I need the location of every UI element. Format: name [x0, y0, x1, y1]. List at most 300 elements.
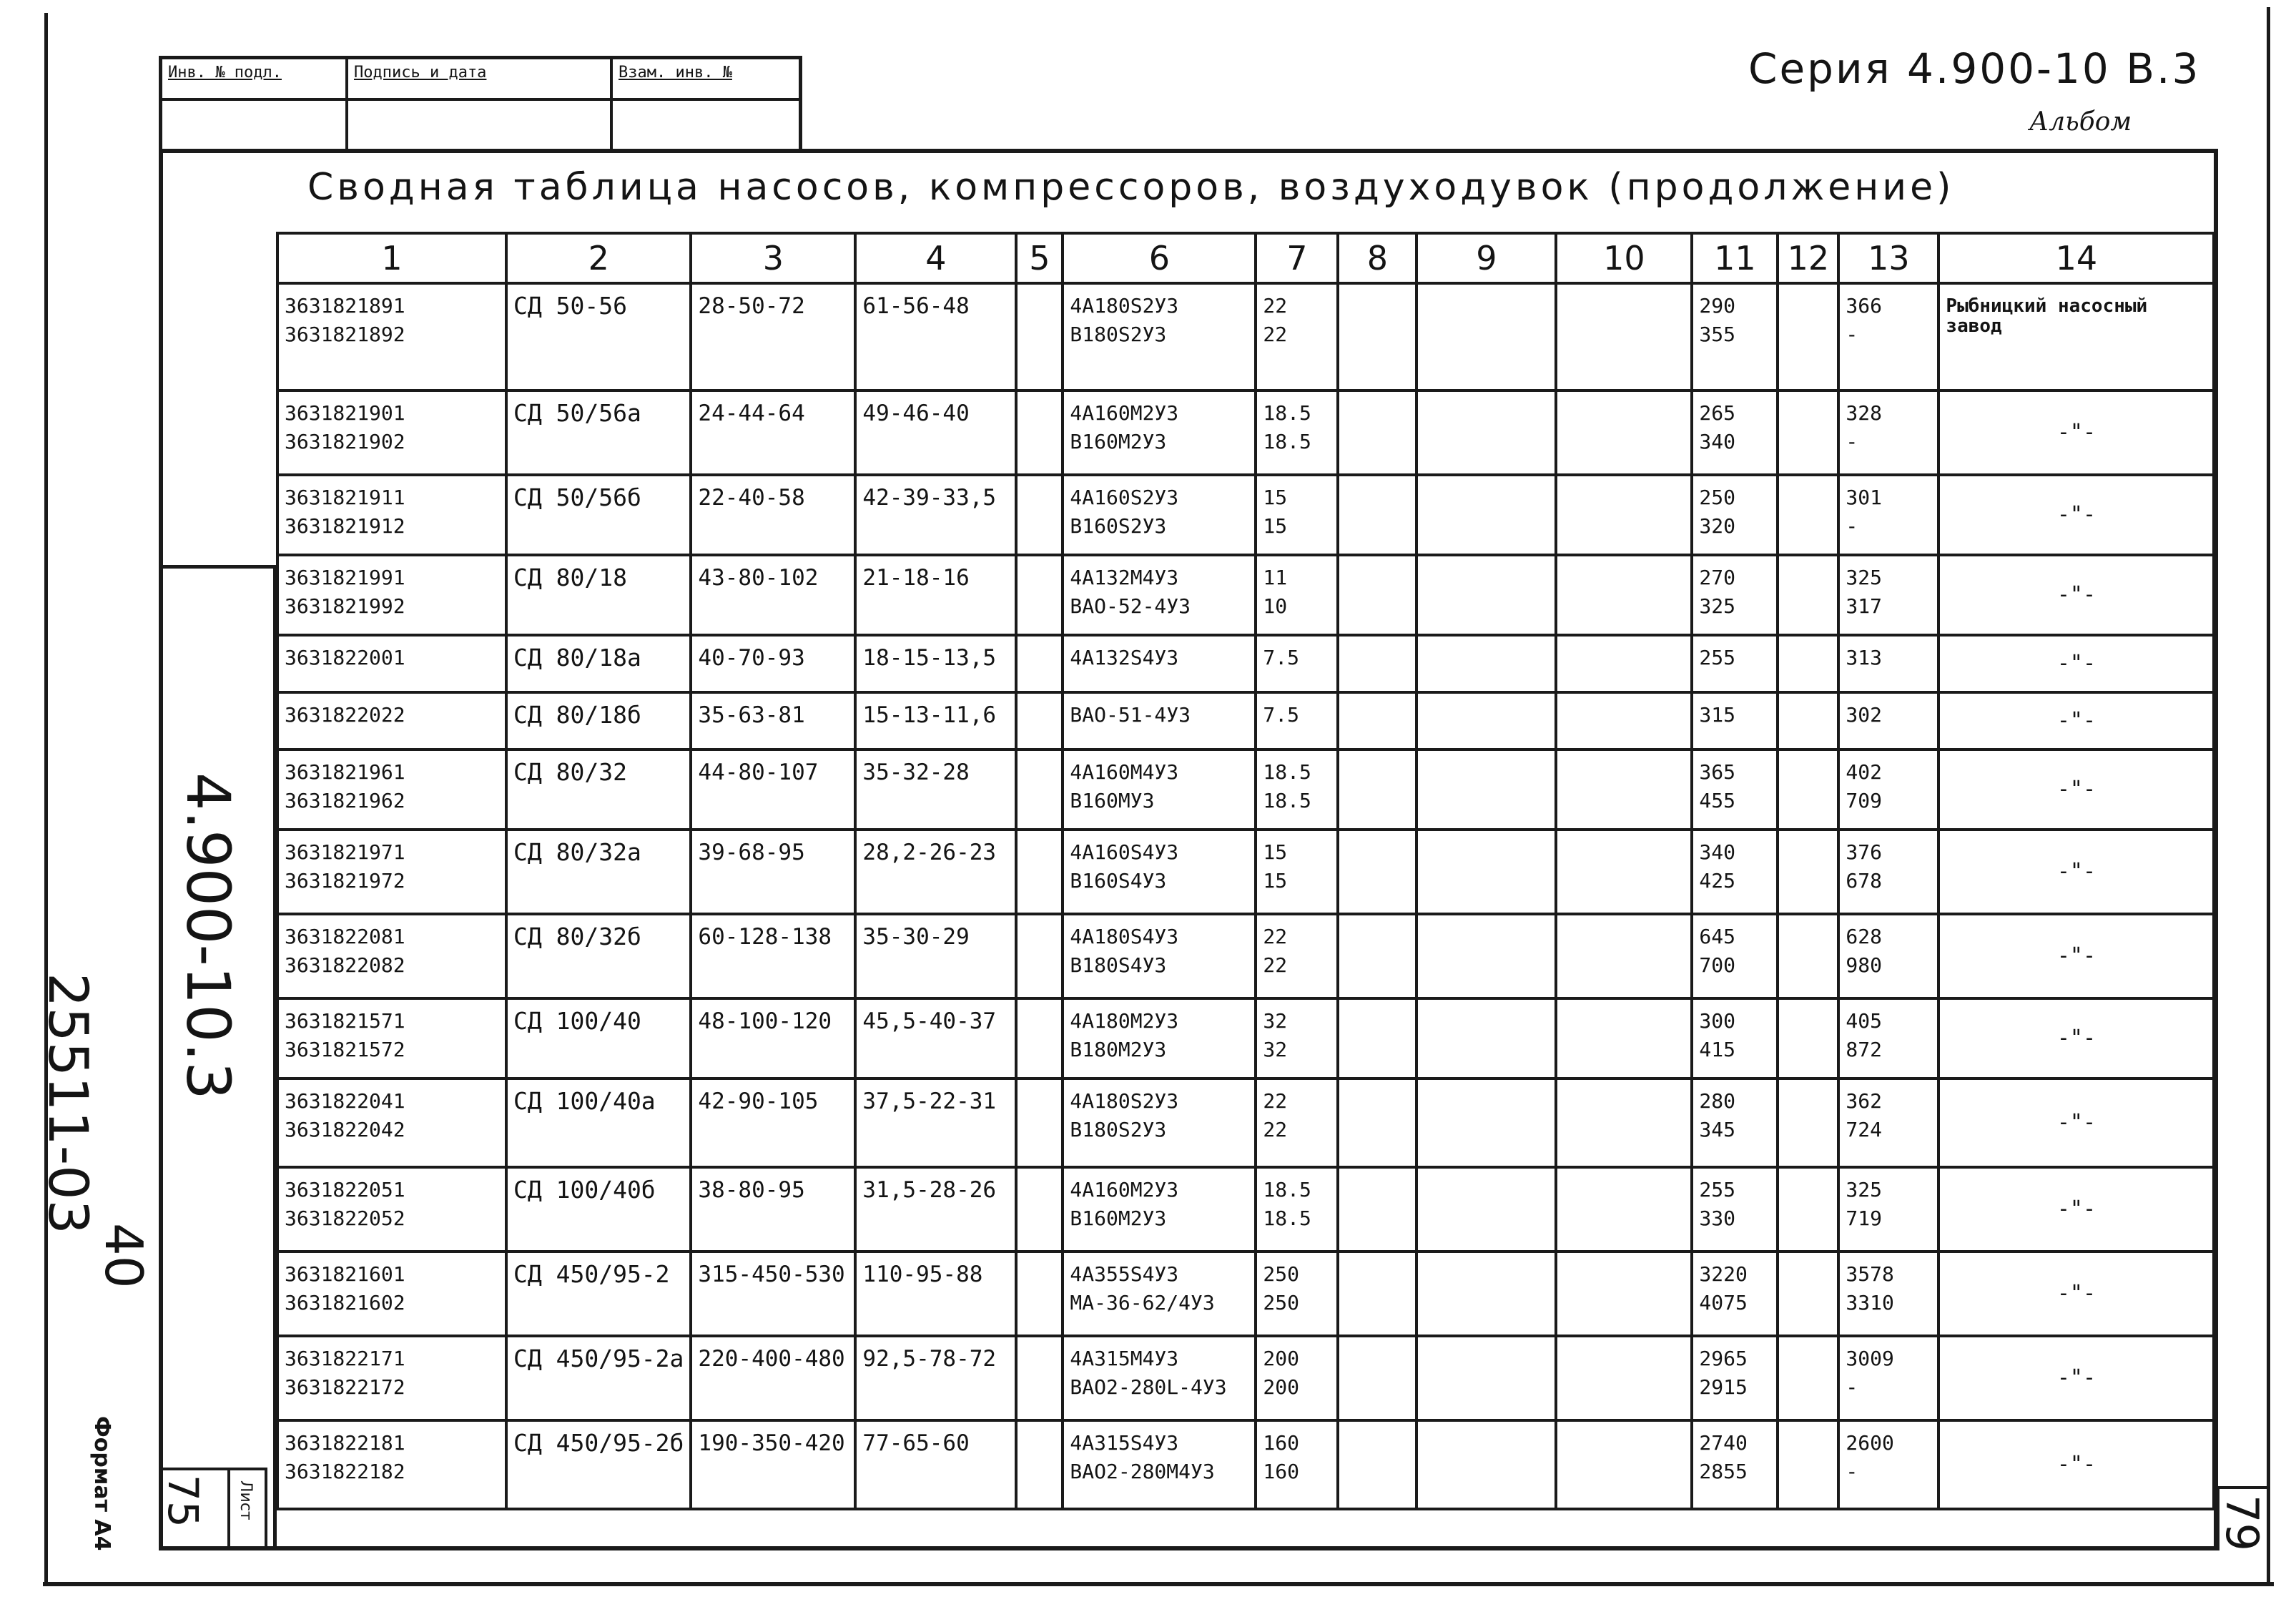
cell-line: 270	[1699, 566, 1735, 589]
table-cell-c11	[1692, 914, 1778, 998]
table-cell-c5	[1016, 830, 1063, 914]
cell-line: 3631821912	[285, 514, 405, 538]
table-cell-c8	[1338, 914, 1416, 998]
cell-line: 18.5	[1263, 760, 1311, 784]
table-cell-c12	[1778, 1420, 1838, 1509]
cell-line: 3631821602	[285, 1291, 405, 1314]
table-cell-c10	[1556, 635, 1692, 692]
table-row	[277, 1078, 2214, 1167]
table-cell-c7	[1256, 914, 1338, 998]
cell-line: 3631821971	[285, 840, 405, 864]
table-cell-c8	[1338, 475, 1416, 555]
table-cell-c10	[1556, 1078, 1692, 1167]
table-cell-c5	[1016, 1252, 1063, 1336]
cell-line: 22	[1263, 925, 1288, 948]
approval-block	[159, 56, 802, 153]
cell-line: 4А315S4У3	[1070, 1431, 1179, 1455]
cell-line: 3631822182	[285, 1460, 405, 1483]
cell-line: -	[1846, 1375, 1858, 1399]
sheet-number: 75	[159, 1475, 207, 1528]
table-cell-c2: СД 80/32	[506, 749, 691, 830]
table-cell-c2: СД 450/95-2б	[506, 1420, 691, 1509]
cell-line: В180М2У3	[1070, 1038, 1167, 1061]
table-cell-c8	[1338, 390, 1416, 475]
table-cell-c10	[1556, 830, 1692, 914]
table-cell-c2: СД 80/18	[506, 555, 691, 635]
table-cell-c2: СД 100/40	[506, 998, 691, 1078]
cell-line: 415	[1699, 1038, 1735, 1061]
table-cell-c10	[1556, 1336, 1692, 1420]
table-cell-c7	[1256, 1336, 1338, 1420]
cell-line: 325	[1846, 1178, 1882, 1201]
table-cell-c9	[1416, 1336, 1556, 1420]
table-cell-c3: 44-80-107	[691, 749, 855, 830]
table-cell-c1	[277, 1252, 506, 1336]
cell-line: 709	[1846, 789, 1882, 812]
table-cell-c9	[1416, 1078, 1556, 1167]
table-cell-c4: 28,2-26-23	[855, 830, 1016, 914]
cell-line: 10	[1263, 594, 1288, 618]
cell-line: 4А160М4У3	[1070, 760, 1179, 784]
table-cell-c12	[1778, 283, 1838, 390]
cell-line: В180S2У3	[1070, 323, 1167, 346]
cell-line: 15	[1263, 486, 1288, 509]
cell-line: 700	[1699, 953, 1735, 977]
table-cell-c5	[1016, 1336, 1063, 1420]
table-row	[277, 830, 2214, 914]
cell-line: 3631821991	[285, 566, 405, 589]
table-row	[277, 635, 2214, 692]
cell-line: 3631822022	[285, 703, 405, 727]
table-cell-c3: 39-68-95	[691, 830, 855, 914]
table-cell-c10	[1556, 555, 1692, 635]
table-cell-c1	[277, 1078, 506, 1167]
side-doc-code: 4.900-10.3	[173, 772, 243, 1100]
table-cell-c11	[1692, 390, 1778, 475]
cell-line: В180S4У3	[1070, 953, 1167, 977]
table-cell-c14: -"-	[1938, 749, 2214, 830]
cell-line: 22	[1263, 323, 1288, 346]
cell-line: 3631821962	[285, 789, 405, 812]
column-header: 2	[506, 233, 691, 283]
cell-line: 3631822172	[285, 1375, 405, 1399]
frame-right-line	[2267, 7, 2270, 1585]
table-cell-c6	[1063, 914, 1256, 998]
column-header: 7	[1256, 233, 1338, 283]
column-header: 11	[1692, 233, 1778, 283]
table-cell-c14: -"-	[1938, 998, 2214, 1078]
cell-line: В160М2У3	[1070, 1206, 1167, 1230]
table-cell-c5	[1016, 998, 1063, 1078]
table-cell-c14: Рыбницкий насосный завод	[1938, 283, 2214, 390]
cell-line: 18.5	[1263, 401, 1311, 425]
cell-line: 4А355S4У3	[1070, 1262, 1179, 1286]
table-cell-c9	[1416, 1252, 1556, 1336]
cell-line: 265	[1699, 401, 1735, 425]
cell-line: 2600	[1846, 1431, 1894, 1455]
table-cell-c4: 31,5-28-26	[855, 1167, 1016, 1252]
cell-line: 3631821892	[285, 323, 405, 346]
cell-line: 300	[1699, 1009, 1735, 1033]
table-cell-c7	[1256, 830, 1338, 914]
table-cell-c1	[277, 998, 506, 1078]
table-cell-c12	[1778, 692, 1838, 749]
table-cell-c10	[1556, 283, 1692, 390]
cell-line: 4А180S2У3	[1070, 1089, 1179, 1113]
table-cell-c1	[277, 1420, 506, 1509]
cell-line: 3631821961	[285, 760, 405, 784]
table-row	[277, 283, 2214, 390]
cell-line: 4А180S4У3	[1070, 925, 1179, 948]
table-cell-c12	[1778, 475, 1838, 555]
cell-line: 3631822001	[285, 646, 405, 669]
table-cell-c13	[1838, 283, 1938, 390]
table-cell-c13	[1838, 1078, 1938, 1167]
table-cell-c3: 60-128-138	[691, 914, 855, 998]
table-cell-c14: -"-	[1938, 1336, 2214, 1420]
table-cell-c5	[1016, 1420, 1063, 1509]
cell-line: 340	[1699, 840, 1735, 864]
cell-line: 872	[1846, 1038, 1882, 1061]
table-row	[277, 390, 2214, 475]
cell-line: 250	[1263, 1291, 1299, 1314]
cell-line: 425	[1699, 869, 1735, 893]
cell-line: 4А315М4У3	[1070, 1347, 1179, 1370]
table-cell-c9	[1416, 475, 1556, 555]
table-cell-c2: СД 450/95-2	[506, 1252, 691, 1336]
album-label: Альбом	[2029, 107, 2132, 137]
series-label: Серия 4.900-10 В.3	[1748, 44, 2201, 93]
table-cell-c13	[1838, 830, 1938, 914]
table-cell-c2: СД 80/32б	[506, 914, 691, 998]
table-cell-c10	[1556, 1252, 1692, 1336]
table-cell-c14: -"-	[1938, 1252, 2214, 1336]
table-cell-c5	[1016, 1167, 1063, 1252]
table-cell-c9	[1416, 1167, 1556, 1252]
table-cell-c11	[1692, 283, 1778, 390]
cell-line: 15	[1263, 869, 1288, 893]
cell-line: 365	[1699, 760, 1735, 784]
table-cell-c6	[1063, 749, 1256, 830]
cell-line: 2740	[1699, 1431, 1748, 1455]
table-cell-c1	[277, 914, 506, 998]
table-cell-c11	[1692, 749, 1778, 830]
table-row	[277, 555, 2214, 635]
table-cell-c2: СД 450/95-2а	[506, 1336, 691, 1420]
table-cell-c5	[1016, 390, 1063, 475]
cell-line: 3578	[1846, 1262, 1894, 1286]
cell-line: 3631821571	[285, 1009, 405, 1033]
table-cell-c13	[1838, 1420, 1938, 1509]
table-cell-c6	[1063, 283, 1256, 390]
table-cell-c11	[1692, 830, 1778, 914]
inv-orig-label: Инв. № подл.	[162, 59, 348, 101]
table-cell-c5	[1016, 635, 1063, 692]
table-cell-c2: СД 100/40а	[506, 1078, 691, 1167]
cell-line: 4А132М4У3	[1070, 566, 1179, 589]
table-cell-c1	[277, 390, 506, 475]
table-cell-c8	[1338, 998, 1416, 1078]
cell-line: 15	[1263, 514, 1288, 538]
table-cell-c4: 49-46-40	[855, 390, 1016, 475]
table-cell-c4: 35-32-28	[855, 749, 1016, 830]
table-cell-c4: 21-18-16	[855, 555, 1016, 635]
cell-line: 22	[1263, 294, 1288, 318]
table-cell-c11	[1692, 1167, 1778, 1252]
table-cell-c13	[1838, 475, 1938, 555]
table-cell-c7	[1256, 635, 1338, 692]
cell-line: 4А132S4У3	[1070, 646, 1179, 669]
column-header: 5	[1016, 233, 1063, 283]
table-cell-c11	[1692, 998, 1778, 1078]
cell-line: 255	[1699, 646, 1735, 669]
table-cell-c12	[1778, 390, 1838, 475]
column-header: 9	[1416, 233, 1556, 283]
side-inv-number: 25511-03	[36, 973, 100, 1234]
table-cell-c13	[1838, 390, 1938, 475]
table-cell-c11	[1692, 1336, 1778, 1420]
table-cell-c14: -"-	[1938, 914, 2214, 998]
cell-line: 2965	[1699, 1347, 1748, 1370]
cell-line: В160S2У3	[1070, 514, 1167, 538]
cell-line: 160	[1263, 1431, 1299, 1455]
table-cell-c3: 190-350-420	[691, 1420, 855, 1509]
cell-line: В160М2У3	[1070, 430, 1167, 453]
table-cell-c14: -"-	[1938, 830, 2214, 914]
table-cell-c8	[1338, 635, 1416, 692]
table-cell-c12	[1778, 1336, 1838, 1420]
cell-line: 328	[1846, 401, 1882, 425]
table-cell-c8	[1338, 1078, 1416, 1167]
cell-line: 645	[1699, 925, 1735, 948]
table-row	[277, 475, 2214, 555]
table-cell-c3: 43-80-102	[691, 555, 855, 635]
table-cell-c1	[277, 692, 506, 749]
table-cell-c5	[1016, 283, 1063, 390]
table-cell-c1	[277, 475, 506, 555]
table-cell-c14: -"-	[1938, 1167, 2214, 1252]
cell-line: 3631821901	[285, 401, 405, 425]
table-cell-c10	[1556, 1420, 1692, 1509]
table-cell-c4: 92,5-78-72	[855, 1336, 1016, 1420]
table-cell-c11	[1692, 475, 1778, 555]
table-cell-c12	[1778, 1078, 1838, 1167]
table-cell-c11	[1692, 692, 1778, 749]
cell-line: 255	[1699, 1178, 1735, 1201]
cell-line: 18.5	[1263, 430, 1311, 453]
inv-orig-field	[162, 101, 348, 153]
table-cell-c5	[1016, 692, 1063, 749]
cell-line: 22	[1263, 1118, 1288, 1141]
table-body	[277, 283, 2214, 1509]
table-cell-c6	[1063, 1420, 1256, 1509]
table-cell-c10	[1556, 692, 1692, 749]
table-cell-c14: -"-	[1938, 475, 2214, 555]
table-cell-c5	[1016, 475, 1063, 555]
header-row	[277, 233, 2214, 283]
table-row	[277, 914, 2214, 998]
table-cell-c9	[1416, 635, 1556, 692]
table-cell-c9	[1416, 692, 1556, 749]
table-cell-c8	[1338, 1420, 1416, 1509]
table-cell-c13	[1838, 914, 1938, 998]
table-cell-c12	[1778, 830, 1838, 914]
cell-line: 3631822171	[285, 1347, 405, 1370]
table-cell-c4: 77-65-60	[855, 1420, 1016, 1509]
table-cell-c12	[1778, 1252, 1838, 1336]
table-cell-c6	[1063, 998, 1256, 1078]
cell-line: 32	[1263, 1009, 1288, 1033]
table-cell-c10	[1556, 998, 1692, 1078]
cell-line: 22	[1263, 1089, 1288, 1113]
cell-line: 4А160М2У3	[1070, 401, 1179, 425]
table-cell-c11	[1692, 635, 1778, 692]
table-cell-c1	[277, 749, 506, 830]
table-cell-c1	[277, 830, 506, 914]
table-cell-c6	[1063, 1336, 1256, 1420]
table-cell-c14: -"-	[1938, 692, 2214, 749]
table-cell-c4: 37,5-22-31	[855, 1078, 1016, 1167]
table-cell-c8	[1338, 283, 1416, 390]
cell-line: 15	[1263, 840, 1288, 864]
table-cell-c3: 220-400-480	[691, 1336, 855, 1420]
table-cell-c13	[1838, 749, 1938, 830]
cell-line: 4А160S2У3	[1070, 486, 1179, 509]
inv-subst-field	[613, 101, 799, 153]
table-cell-c13	[1838, 998, 1938, 1078]
table-cell-c3: 38-80-95	[691, 1167, 855, 1252]
table-row	[277, 1420, 2214, 1509]
table-cell-c10	[1556, 475, 1692, 555]
table-cell-c2: СД 50/56а	[506, 390, 691, 475]
table-cell-c13	[1838, 1167, 1938, 1252]
sheet-label: Лист	[237, 1480, 255, 1520]
table-row	[277, 1252, 2214, 1336]
table-cell-c8	[1338, 1167, 1416, 1252]
cell-line: 3631821902	[285, 430, 405, 453]
cell-line: 2855	[1699, 1460, 1748, 1483]
table-row	[277, 749, 2214, 830]
table-cell-c10	[1556, 390, 1692, 475]
cell-line: 4А180М2У3	[1070, 1009, 1179, 1033]
cell-line: -	[1846, 1460, 1858, 1483]
cell-line: ВАО-51-4У3	[1070, 703, 1191, 727]
cell-line: 4А160S4У3	[1070, 840, 1179, 864]
table-cell-c8	[1338, 830, 1416, 914]
table-cell-c6	[1063, 692, 1256, 749]
cell-line: 280	[1699, 1089, 1735, 1113]
cell-line: 345	[1699, 1118, 1735, 1141]
cell-line: 4075	[1699, 1291, 1748, 1314]
column-header: 10	[1556, 233, 1692, 283]
table-cell-c7	[1256, 998, 1338, 1078]
table-cell-c6	[1063, 1167, 1256, 1252]
cell-line: ВАО-52-4У3	[1070, 594, 1191, 618]
table-cell-c7	[1256, 1252, 1338, 1336]
table-cell-c11	[1692, 1252, 1778, 1336]
table-cell-c7	[1256, 475, 1338, 555]
table-cell-c2: СД 50-56	[506, 283, 691, 390]
table-cell-c12	[1778, 998, 1838, 1078]
table-cell-c4: 61-56-48	[855, 283, 1016, 390]
table-cell-c2: СД 50/56б	[506, 475, 691, 555]
format-label: Формат А4	[89, 1416, 114, 1551]
cell-line: 980	[1846, 953, 1882, 977]
table-cell-c1	[277, 283, 506, 390]
cell-line: 250	[1699, 486, 1735, 509]
table-cell-c1	[277, 555, 506, 635]
column-header: 8	[1338, 233, 1416, 283]
cell-line: 3631822042	[285, 1118, 405, 1141]
page-number: 79	[2216, 1495, 2268, 1551]
table-cell-c9	[1416, 914, 1556, 998]
table-cell-c3: 24-44-64	[691, 390, 855, 475]
cell-line: В160S4У3	[1070, 869, 1167, 893]
cell-line: 160	[1263, 1460, 1299, 1483]
cell-line: 22	[1263, 953, 1288, 977]
table-cell-c11	[1692, 1078, 1778, 1167]
table-cell-c10	[1556, 914, 1692, 998]
table-cell-c1	[277, 1336, 506, 1420]
cell-line: 3631821601	[285, 1262, 405, 1286]
column-header: 12	[1778, 233, 1838, 283]
cell-line: 366	[1846, 294, 1882, 318]
column-header: 14	[1938, 233, 2214, 283]
table-cell-c4: 110-95-88	[855, 1252, 1016, 1336]
table-cell-c8	[1338, 692, 1416, 749]
table-cell-c8	[1338, 1336, 1416, 1420]
table-cell-c5	[1016, 914, 1063, 998]
cell-line: 340	[1699, 430, 1735, 453]
cell-line: 301	[1846, 486, 1882, 509]
cell-line: 3631822082	[285, 953, 405, 977]
table-cell-c12	[1778, 555, 1838, 635]
sign-date-field	[348, 101, 613, 153]
cell-line: ВАО2-280L-4У3	[1070, 1375, 1227, 1399]
cell-line: -	[1846, 514, 1858, 538]
table-cell-c1	[277, 635, 506, 692]
table-row	[277, 1167, 2214, 1252]
table-cell-c6	[1063, 475, 1256, 555]
table-cell-c10	[1556, 749, 1692, 830]
cell-line: 455	[1699, 789, 1735, 812]
column-header: 3	[691, 233, 855, 283]
table-cell-c12	[1778, 635, 1838, 692]
cell-line: 4А180S2У3	[1070, 294, 1179, 318]
table-cell-c12	[1778, 1167, 1838, 1252]
cell-line: 18.5	[1263, 1206, 1311, 1230]
cell-line: 200	[1263, 1375, 1299, 1399]
cell-line: 3631822081	[285, 925, 405, 948]
table-row	[277, 1336, 2214, 1420]
table-cell-c13	[1838, 555, 1938, 635]
table-cell-c11	[1692, 1420, 1778, 1509]
cell-line: 3220	[1699, 1262, 1748, 1286]
table-cell-c9	[1416, 830, 1556, 914]
side-number: 40	[94, 1223, 154, 1289]
cell-line: 3009	[1846, 1347, 1894, 1370]
table-cell-c7	[1256, 1167, 1338, 1252]
table-row	[277, 998, 2214, 1078]
table-cell-c4: 45,5-40-37	[855, 998, 1016, 1078]
table-cell-c7	[1256, 749, 1338, 830]
table-cell-c2: СД 100/40б	[506, 1167, 691, 1252]
cell-line: 362	[1846, 1089, 1882, 1113]
cell-line: 628	[1846, 925, 1882, 948]
table-cell-c13	[1838, 635, 1938, 692]
table-cell-c5	[1016, 555, 1063, 635]
table-cell-c9	[1416, 998, 1556, 1078]
